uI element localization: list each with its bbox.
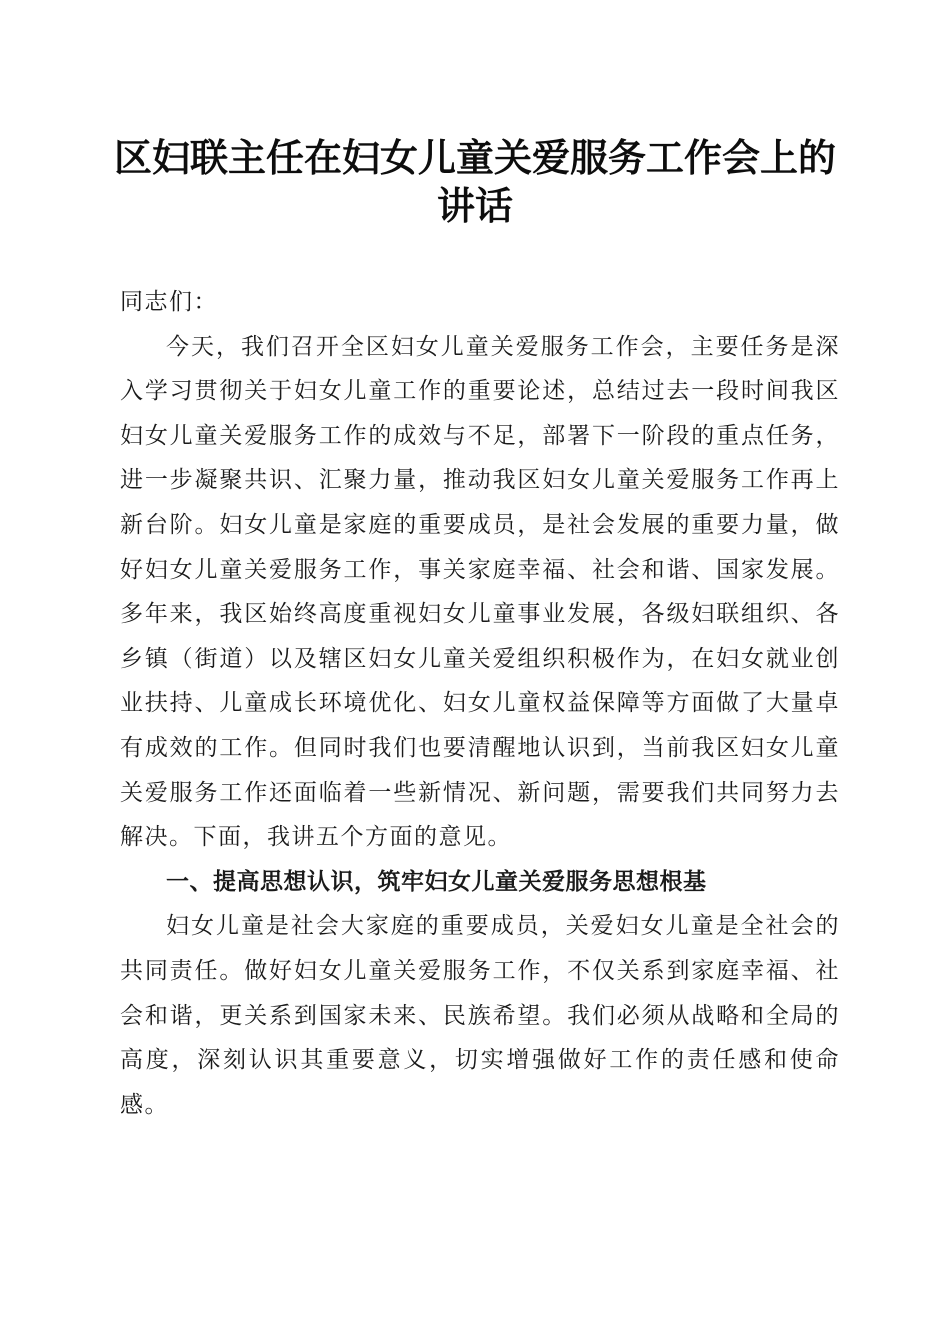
intro-paragraph: 今天，我们召开全区妇女儿童关爱服务工作会，主要任务是深入学习贯彻关于妇女儿童工作的重要论述，总结过去一段时间我区妇女儿童关爱服务工作的成效与不足，部署下一阶段的重点任务，进一步凝聚共识、汇聚力量，推动我区妇女儿童关爱服务工作再上新台阶。妇女儿童是家庭的重要成员，是社会发展的重要力量，做好妇女儿童关爱服务工作，事关家庭幸福、社会和谐、国家发展。多年来，我区始终高度重视妇女儿童事业发展，各级妇联组织、各乡镇（街道）以及辖区妇女儿童关爱组织积极作为，在妇女就业创业扶持、儿童成长环境优化、妇女儿童权益保障等方面做了大量卓有成效的工作。但同时我们也要清醒地认识到，当前我区妇女儿童关爱服务工作还面临着一些新情况、新问题，需要我们共同努力去解决。下面，我讲五个方面的意见。 [120,333,840,851]
salutation: 同志们： [120,289,218,315]
section-heading: 一、提高思想认识，筑牢妇女儿童关爱服务思想根基 [166,868,707,895]
document-title: 区妇联主任在妇女儿童关爱服务工作会上的讲话 [113,135,836,228]
document-body [120,280,840,1127]
section-paragraph: 妇女儿童是社会大家庭的重要成员，关爱妇女儿童是全社会的共同责任。做好妇女儿童关爱服务工作，不仅关系到家庭幸福、社会和谐，更关系到国家未来、民族希望。我们必须从战略和全局的高度，深刻认识其重要意义，切实增强做好工作的责任感和使命感。 [120,913,840,1118]
